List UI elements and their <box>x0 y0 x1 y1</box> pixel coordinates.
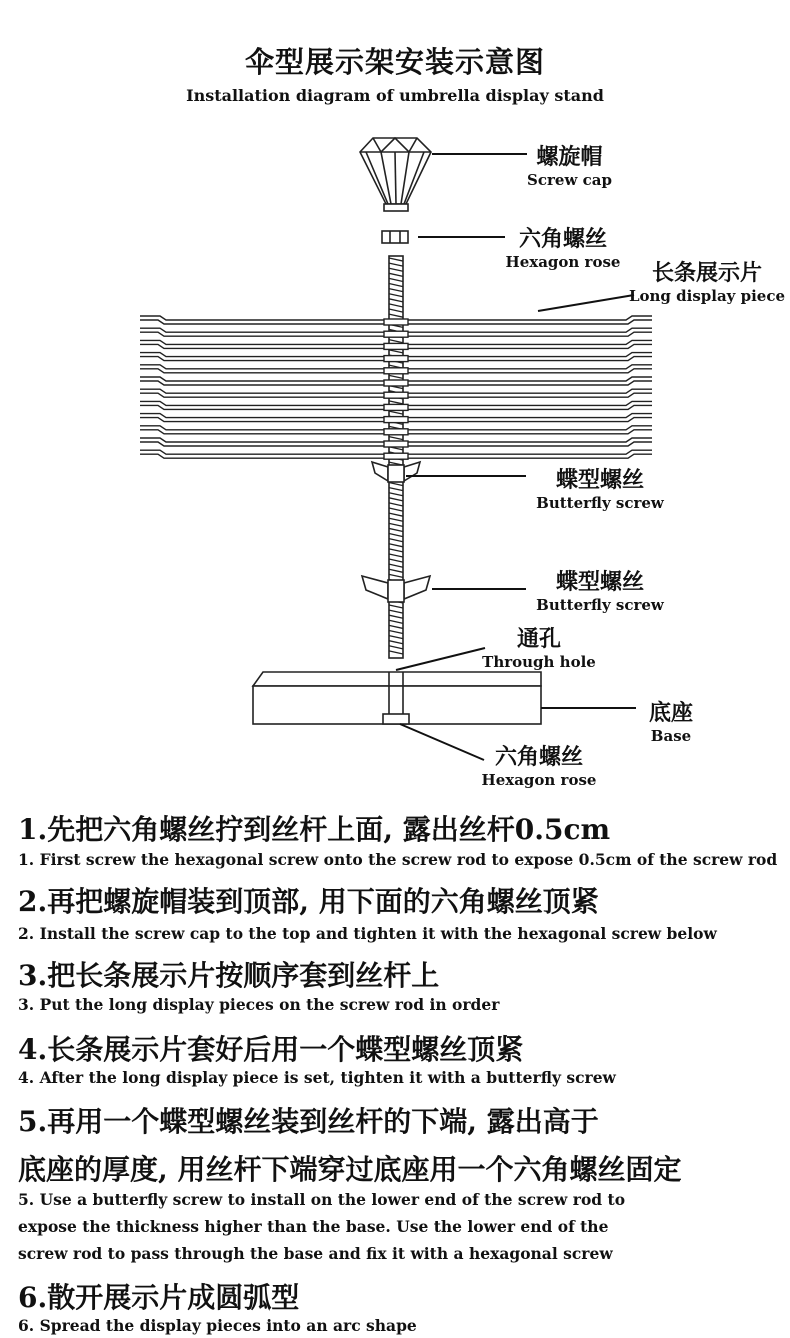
hexagon-rose-bottom-leader <box>400 724 484 760</box>
diagram-title-cn: 伞型展示架安装示意图 <box>244 45 545 79</box>
hexagon-rose-top-label <box>498 222 628 271</box>
long-display-piece-label-en: Long display piece <box>628 287 786 305</box>
step-4-cn: 4.长条展示片套好后用一个蝶型螺丝顶紧 <box>18 1033 524 1066</box>
step-3-cn: 3.把长条展示片按顺序套到丝杆上 <box>18 959 440 992</box>
step-5-cn-line-1: 5.再用一个蝶型螺丝装到丝杆的下端, 露出高于 <box>18 1105 599 1138</box>
butterfly-screw-1-shape <box>372 462 420 482</box>
base-label-en: Base <box>650 727 692 745</box>
step-2-cn: 2.再把螺旋帽装到顶部, 用下面的六角螺丝顶紧 <box>18 885 599 918</box>
step-4-en: 4. After the long display piece is set, tighten it with a butterfly screw <box>18 1068 616 1087</box>
base-label <box>640 696 702 745</box>
screw-cap-label <box>512 140 627 189</box>
step-6-en: 6. Spread the display pieces into an arc shape <box>18 1316 417 1335</box>
long-display-piece-label-cn: 长条展示片 <box>651 260 762 286</box>
screw-cap-shape <box>360 138 431 211</box>
through-hole-leader <box>396 648 485 670</box>
long-display-piece-label <box>628 256 786 305</box>
base-label-cn: 底座 <box>648 700 693 726</box>
step-1-en: 1. First screw the hexagonal screw onto the screw rod to expose 0.5cm of the screw rod <box>18 850 778 869</box>
hexagon-rose-bottom-label-cn: 六角螺丝 <box>494 744 583 770</box>
hexagon-rose-bottom-label-en: Hexagon rose <box>481 771 597 789</box>
screw-cap-label-en: Screw cap <box>527 171 612 189</box>
hexagon-rose-top-label-cn: 六角螺丝 <box>518 226 607 252</box>
step-1-cn: 1.先把六角螺丝拧到丝杆上面, 露出丝杆0.5cm <box>18 813 611 846</box>
butterfly-screw-1-label-en: Butterfly screw <box>536 494 664 512</box>
butterfly-screw-2-label <box>532 565 668 614</box>
butterfly-screw-2-shape <box>362 576 430 602</box>
hexagon-rose-top-label-en: Hexagon rose <box>505 253 621 271</box>
base-shape <box>253 672 541 724</box>
step-2-en: 2. Install the screw cap to the top and tighten it with the hexagonal screw below <box>18 924 717 943</box>
step-5-en-line-3: screw rod to pass through the base and fix it with a hexagonal screw <box>18 1244 613 1263</box>
step-5-en-line-1: 5. Use a butterfly screw to install on the lower end of the screw rod to <box>18 1190 626 1209</box>
step-5-cn-line-2: 底座的厚度, 用丝杆下端穿过底座用一个六角螺丝固定 <box>18 1153 682 1186</box>
through-hole-label-cn: 通孔 <box>516 626 561 652</box>
long-display-piece-leader <box>538 295 634 311</box>
step-5-en-line-2: expose the thickness higher than the base. Use the lower end of the <box>18 1217 609 1236</box>
through-hole-label-en: Through hole <box>482 653 596 671</box>
butterfly-screw-2-label-cn: 蝶型螺丝 <box>555 569 644 595</box>
hexagon-rose-bottom-label <box>478 740 600 789</box>
hexagon-rose-top-shape <box>382 231 408 243</box>
butterfly-screw-2-label-en: Butterfly screw <box>536 596 664 614</box>
step-6-cn: 6.散开展示片成圆弧型 <box>18 1281 300 1314</box>
butterfly-screw-1-label-cn: 蝶型螺丝 <box>555 467 644 493</box>
diagram-title-en: Installation diagram of umbrella display stand <box>186 86 604 105</box>
butterfly-screw-1-label <box>532 463 668 512</box>
screw-cap-label-cn: 螺旋帽 <box>536 144 603 170</box>
step-3-en: 3. Put the long display pieces on the screw rod in order <box>18 995 500 1014</box>
through-hole-label <box>478 622 600 671</box>
